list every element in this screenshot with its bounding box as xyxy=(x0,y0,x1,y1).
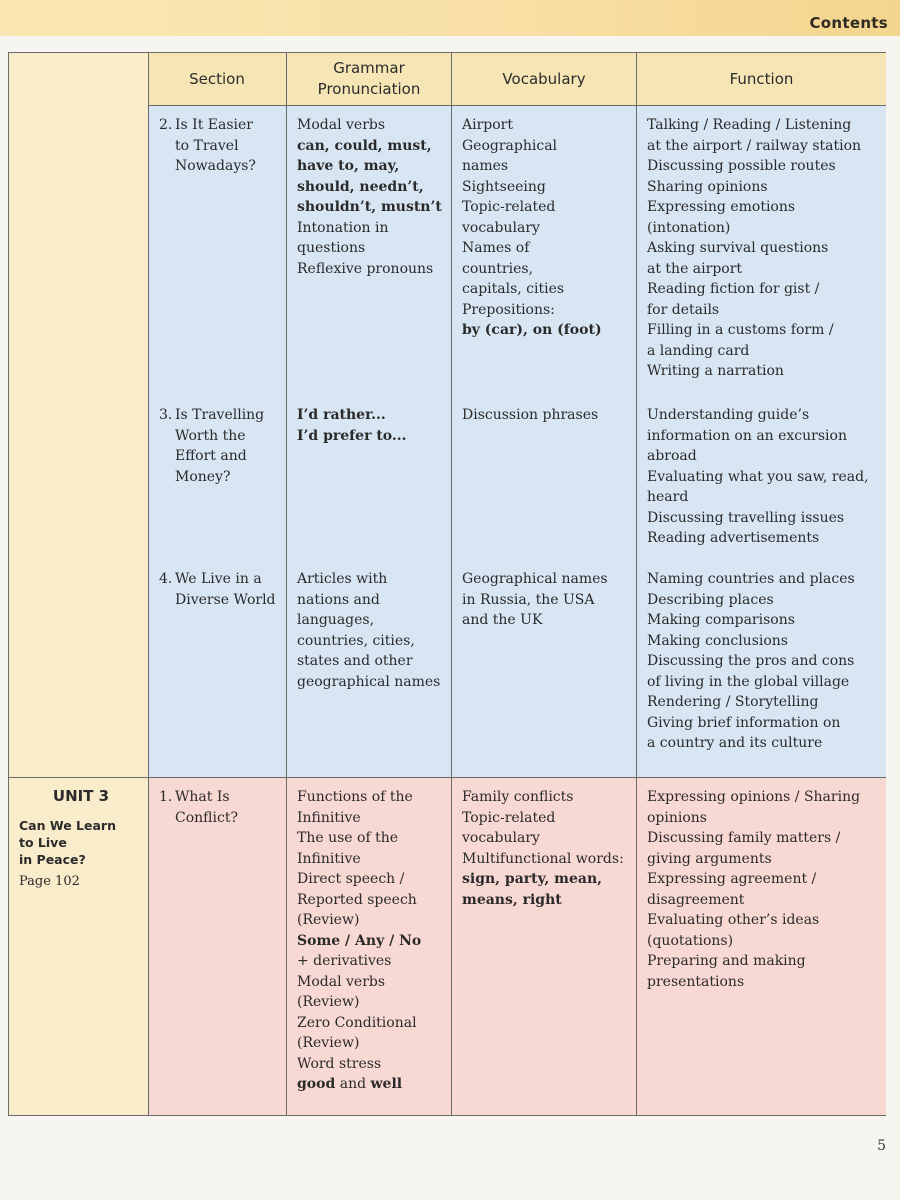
section-cell: 2. Is It Easier to Travel Nowadays? xyxy=(159,117,256,174)
section-cell: 1. What Is Conflict? xyxy=(159,789,238,826)
section-cell: 3. Is Travelling Worth the Effort and Money? xyxy=(159,407,265,485)
vocabulary-cell: Airport Geographical names Sightseeing Topic-related vocabulary Names of countries, capitals, cities Prepositions: by (car), on (foot) xyxy=(462,117,602,338)
header-vocabulary: Vocabulary xyxy=(452,53,636,105)
col-divider xyxy=(286,53,287,1115)
section-cell: 4. We Live in a Diverse World xyxy=(159,571,276,608)
col-divider xyxy=(636,53,637,1115)
unit-page-ref: Page 102 xyxy=(19,874,80,889)
header-grammar: Grammar Pronunciation xyxy=(287,53,451,105)
contents-heading: Contents xyxy=(809,14,888,32)
header-function: Function xyxy=(637,53,886,105)
unit-column-bg xyxy=(9,53,148,1115)
unit-subtitle: Can We Learn to Live in Peace? xyxy=(19,818,116,867)
function-cell: Understanding guide’s information on an excursion abroad Evaluating what you saw, read, heard Discussing travelling issues Reading advertisements xyxy=(647,407,869,546)
page-number: 5 xyxy=(877,1138,886,1154)
vocabulary-cell: Family conflicts Topic-related vocabulary Multifunctional words: sign, party, mean, means, right xyxy=(462,789,624,908)
function-cell: Naming countries and places Describing places Making comparisons Making conclusions Discussing the pros and cons of living in the global village Rendering / Storytelling Giving brief information on a country and its culture xyxy=(647,571,855,751)
grammar-cell: Modal verbs can, could, must, have to, may, should, needn’t, shouldn’t, mustn’t Intonation in questions Reflexive pronouns xyxy=(297,117,442,277)
unit-title: UNIT 3 xyxy=(52,787,110,805)
header-section: Section xyxy=(148,53,286,105)
col-divider xyxy=(451,53,452,1115)
vocabulary-cell: Discussion phrases xyxy=(462,407,599,423)
mixed-bold-line: good and well xyxy=(297,1076,403,1092)
top-color-band xyxy=(0,0,900,36)
row-divider xyxy=(9,777,886,778)
function-cell: Talking / Reading / Listening at the airport / railway station Discussing possible routes Sharing opinions Expressing emotions (intonation) Asking survival questions at the airport Reading fiction for gist / for details Filling in a customs form / a landing card Writing a narration xyxy=(647,117,862,379)
unit-label xyxy=(19,787,143,889)
contents-table xyxy=(8,52,886,1116)
grammar-cell: I’d rather... I’d prefer to... xyxy=(297,407,407,444)
vocabulary-cell: Geographical names in Russia, the USA and the UK xyxy=(462,571,608,628)
row-divider xyxy=(148,105,886,106)
grammar-cell: Functions of the Infinitive The use of the Infinitive Direct speech / Reported speech (Review) Some / Any / No + derivatives Modal verbs (Review) Zero Conditional (Review) Word stress good and well xyxy=(297,787,421,1095)
grammar-cell: Articles with nations and languages, countries, cities, states and other geographical names xyxy=(297,571,441,690)
col-divider xyxy=(148,53,149,1115)
function-cell: Expressing opinions / Sharing opinions Discussing family matters / giving arguments Expressing agreement / disagreement Evaluating other’s ideas (quotations) Preparing and making presentations xyxy=(647,789,861,990)
